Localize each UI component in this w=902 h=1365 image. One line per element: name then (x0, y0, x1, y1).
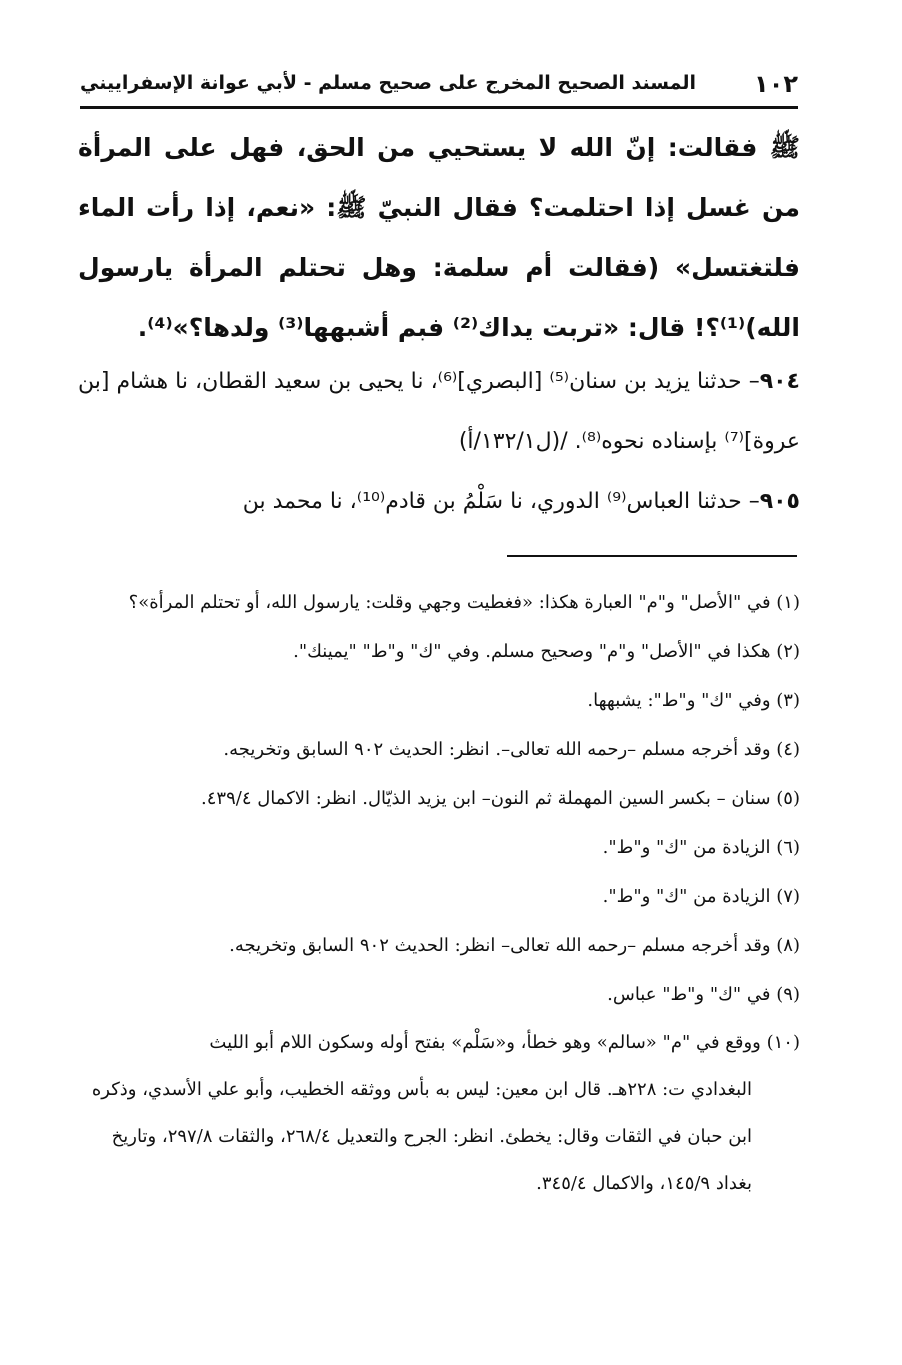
hadith-text: – حدثنا العباس⁽⁹⁾ الدوري، نا سَلْمُ بن قادم⁽¹⁰⁾، نا محمد بن (242, 489, 760, 514)
page-header (80, 70, 798, 109)
footnote: (١) في "الأصل" و"م" العبارة هكذا: «فغطيت وجهي وقلت: يارسول الله، أو تحتلم المرأة»؟ (128, 592, 800, 613)
footnote-10-continuation: البغدادي ت: ٢٢٨هـ. قال ابن معين: ليس به بأس ووثقه الخطيب، وأبو علي الأسدي، وذكره ابن حبان في الثقات وقال: يخطئ. انظر: الجرح والتعديل ٢٦٨/٤، والثقات ٢٩٧/٨، وتاريخ بغداد ١٤٥/٩، والاكمال ٣٤٥/٤. (91, 1079, 752, 1194)
footnotes (80, 578, 800, 1207)
hadith-905 (78, 472, 800, 532)
footnote-10 (80, 1019, 800, 1207)
running-title: المسند الصحيح المخرج على صحيح مسلم - لأبي عوانة الإسفراييني (80, 72, 696, 94)
hadith-number: ٩٠٤ (759, 369, 800, 394)
hadith-number: ٩٠٥ (759, 489, 800, 514)
footnote: (٦) الزيادة من "ك" و"ط". (602, 837, 800, 858)
footnote-divider (507, 555, 797, 557)
footnote: (٣) وفي "ك" و"ط": يشبهها. (587, 690, 800, 711)
footnote: (٥) سنان – بكسر السين المهملة ثم النون– ابن يزيد الذيّال. انظر: الاكمال ٤٣٩/٤. (201, 788, 800, 809)
main-text-block (78, 118, 800, 358)
hadith-text: – حدثنا يزيد بن سنان⁽⁵⁾ [البصري]⁽⁶⁾، نا يحيى بن سعيد القطان، نا هشام [بن عروة]⁽⁷⁾ بإسناده نحوه⁽⁸⁾. /(ل١٣٢/١/أ) (78, 369, 800, 454)
footnote: (٩) في "ك" و"ط" عباس. (607, 984, 800, 1005)
footnote: (٤) وقد أخرجه مسلم –رحمه الله تعالى–. انظر: الحديث ٩٠٢ السابق وتخريجه. (223, 739, 800, 760)
footnote-10-first-line: (١٠) ووقع في "م" «سالم» وهو خطأ، و«سَلْم» بفتح أوله وسكون اللام أبو الليث (209, 1032, 800, 1053)
footnote: (٨) وقد أخرجه مسلم –رحمه الله تعالى– انظر: الحديث ٩٠٢ السابق وتخريجه. (229, 935, 800, 956)
main-paragraph: ﷺ فقالت: إنّ الله لا يستحيي من الحق، فهل على المرأة من غسل إذا احتلمت؟ فقال النبيّ ﷺ: «نعم، إذا رأت الماء فلتغتسل» (فقالت أم سلمة: وهل تحتلم المرأة يارسول الله)⁽¹⁾؟! قال: «تربت يداك⁽²⁾ فبم أشبهها⁽³⁾ ولدها؟»⁽⁴⁾. (78, 133, 800, 342)
hadith-904 (78, 352, 800, 472)
footnote: (٢) هكذا في "الأصل" و"م" وصحيح مسلم. وفي "ك" و"ط" "يمينك". (293, 641, 800, 662)
page-number: ١٠٢ (754, 70, 798, 98)
footnote: (٧) الزيادة من "ك" و"ط". (602, 886, 800, 907)
